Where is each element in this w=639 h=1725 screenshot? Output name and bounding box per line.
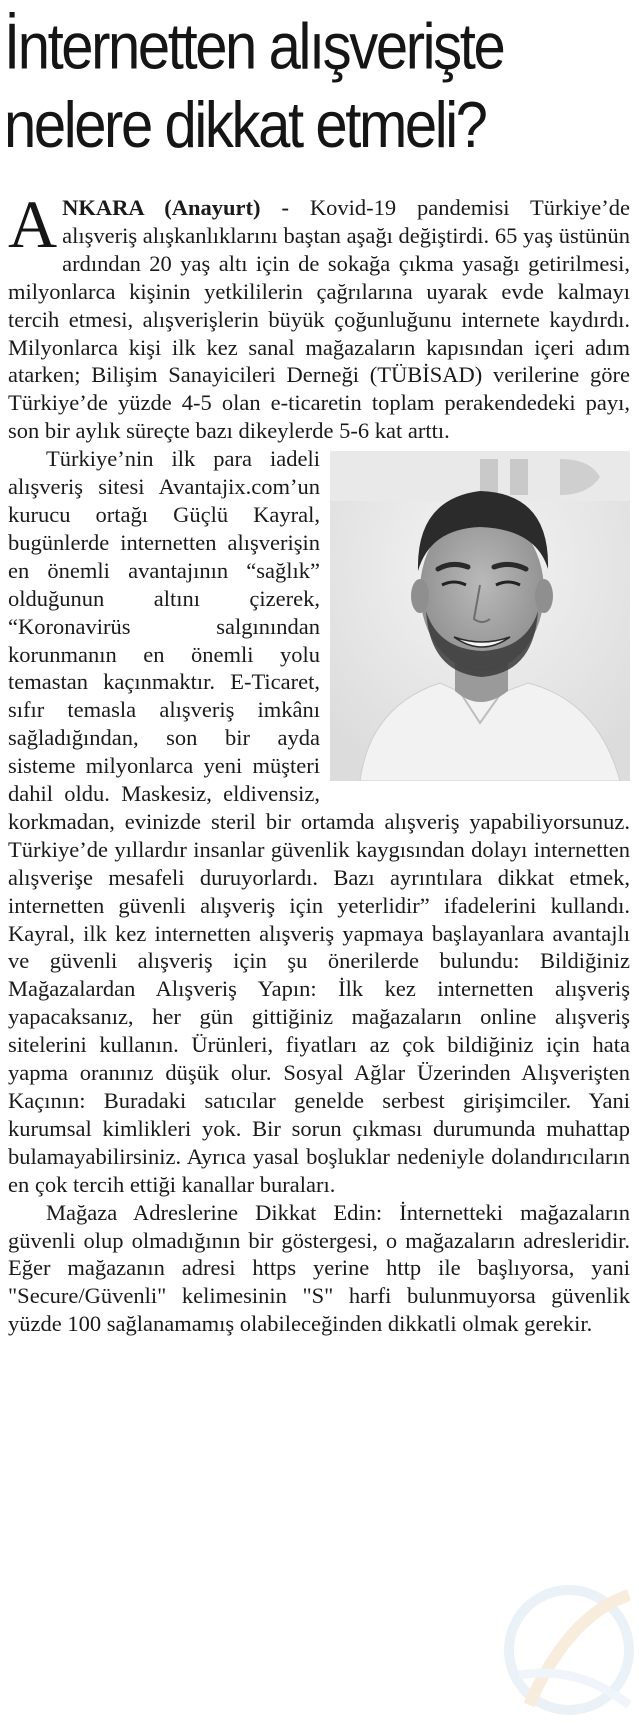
- dateline: NKARA (Anayurt) -: [62, 195, 289, 220]
- paragraph-1-text: Kovid-19 pandemisi Türkiye’de alışveriş alışkanlıklarını baştan aşağı değiştirdi. 65 yaş üstünün ardından 20 yaş altı için de sokağa çıkma yasağı getirilmesi, milyonlarca kişinin yetkililerin çağrılarına uyarak evde kalmayı tercih etmesi, alışverişlerin büyük çoğunluğunu internete kaydırdı. Milyonlarca kişi ilk kez sanal mağazaların kapısından içeri adım atarken; Bilişim Sanayicileri Derneği (TÜBİSAD) verilerine göre Türkiye’de yüzde 4-5 olan e-ticaretin toplam perakendedeki payı, son bir aylık süreçte bazı dikeylerde 5-6 kat arttı.: [8, 195, 630, 444]
- watermark-logo: [489, 1555, 639, 1725]
- paragraph-1: [8, 186, 630, 445]
- portrait-photo: [330, 451, 630, 781]
- paragraph-2: [8, 445, 630, 1198]
- article-body: [8, 186, 630, 1338]
- paragraph-2-text: Türkiye’nin ilk para iadeli alışveriş sitesi Avantajix.com’un kurucu ortağı Güçlü Kayral, bugünlerde internetten alışverişin en önemli avantajının “sağlık” olduğunun altını çizerek, “Koronavirüs salgınından korunmanın en önemli yolu temastan kaçınmaktır. E-Ticaret, sıfır temasla alışveriş imkânı sağladığından, son bir ayda sisteme milyonlarca yeni müşteri dahil oldu. Maskesiz, eldivensiz, korkmadan, evinizde steril bir ortamda alışveriş yapabiliyorsunuz. Türkiye’de yıllardır insanlar güvenlik kaygısından dolayı internetten alışverişe mesafeli duruyorlardı. Bazı ayrıntılara dikkat etmek, internetten güvenli alışveriş için yeterlidir” ifadelerini kullandı. Kayral, ilk kez internetten alışveriş yapmaya başlayanlara avantajlı ve güvenli alışveriş için şu önerilerde bulundu: Bildiğiniz Mağazalardan Alışveriş Yapın: İlk kez internetten alışveriş yapacaksanız, her gün gittiğiniz mağazaların online alışveriş sitelerini kullanın. Ürünleri, fiyatları az çok bildiğiniz için hata yapma oranınız düşük olur. Sosyal Ağlar Üzerinden Alışverişten Kaçının: Buradaki satıcılar genelde serbest girişimciler. Yani kurumsal kimlikleri yok. Bir sorun çıkması durumunda muhattap bulamayabilirsiniz. Ayrıca yasal boşluklar nedeniyle dolandırıcıların en çok tercih ettiği kanallar buraları.: [8, 446, 630, 1197]
- paragraph-3-text: Mağaza Adreslerine Dikkat Edin: İnternetteki mağazaların güvenli olup olmadığının bir göstergesi, o mağazaların adresleridir. Eğer mağazanın adresi https yerine http ile başlıyorsa, yani "Secure/Güvenli" kelimesinin "S" harfi bulunmuyorsa güvenlik yüzde 100 sağlanamamış olabileceğinden dikkatli olmak gerekir.: [8, 1199, 630, 1337]
- portrait-image: [330, 451, 630, 781]
- drop-cap: A: [8, 186, 58, 262]
- article-headline: İnternetten alışverişte nelere dikkat etmeli?: [4, 10, 504, 162]
- paragraph-3: [8, 1199, 630, 1339]
